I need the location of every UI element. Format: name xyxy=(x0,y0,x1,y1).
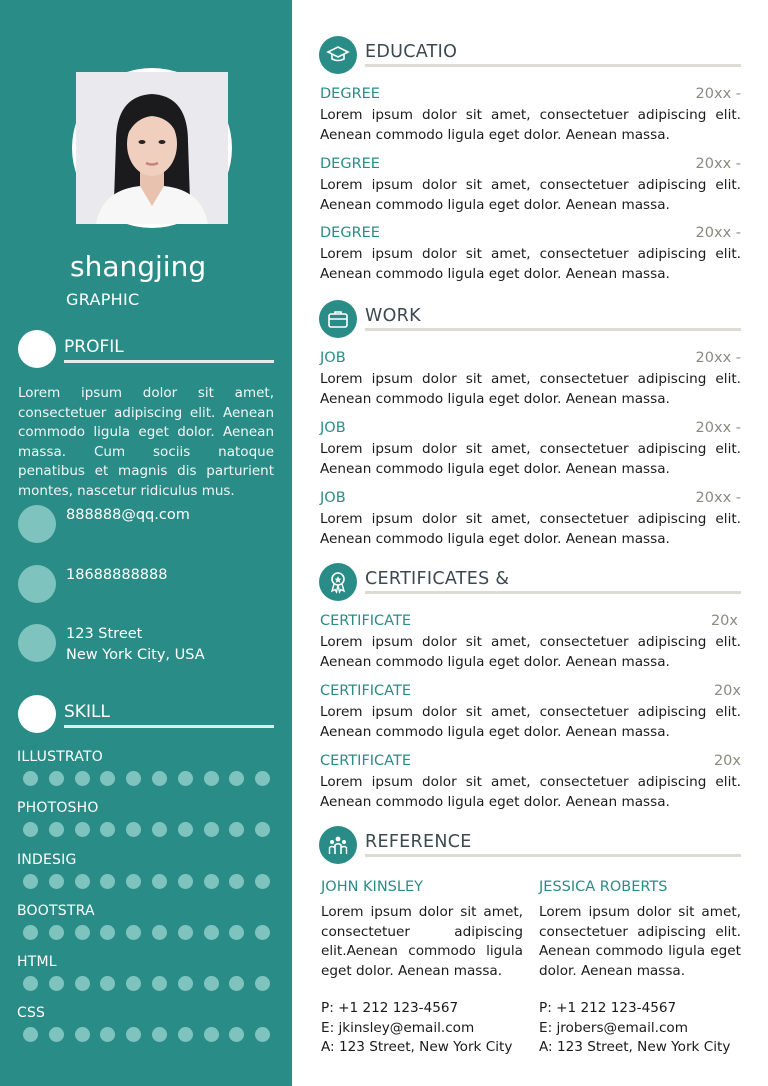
contact-email-text: 888888@qq.com xyxy=(66,507,190,523)
skill-dot xyxy=(100,976,115,991)
profile-heading xyxy=(18,330,274,368)
entry-label: CERTIFICATE xyxy=(320,613,411,629)
entry-label: CERTIFICATE xyxy=(320,753,411,769)
reference-email[interactable]: E: jrobers@email.com xyxy=(539,1019,688,1036)
skill-dot xyxy=(178,925,193,940)
certificate-entry xyxy=(320,753,741,812)
education-heading xyxy=(319,36,741,74)
reference-email[interactable]: E: jkinsley@email.com xyxy=(321,1019,475,1036)
skill-rating xyxy=(17,976,277,992)
entry-label: JOB xyxy=(320,420,346,436)
skill-dot xyxy=(49,925,64,940)
skill-dot xyxy=(204,822,219,837)
reference-address: A: 123 Street, New York City xyxy=(321,1039,513,1055)
reference-text: Lorem ipsum dolor sit amet, consectetuer adipiscing elit. Aenean commodo ligula eget dolor. Aenean massa. xyxy=(539,904,741,979)
entry-label: DEGREE xyxy=(320,225,380,241)
section-title: WORK xyxy=(365,306,421,326)
skill-rating xyxy=(17,771,277,787)
divider xyxy=(64,725,274,728)
profile-text: Lorem ipsum dolor sit amet, consectetuer adipiscing elit. Aenean commodo ligula eget dolor. Aenean massa. Cum sociis natoque penatibus et magnis dis parturient montes, nascetur ridiculus mus. xyxy=(18,385,274,499)
skill-item xyxy=(17,799,277,838)
skill-dot xyxy=(178,874,193,889)
contact-address-line1: 123 Street xyxy=(66,626,143,642)
skill-item xyxy=(17,748,277,787)
skill-dot xyxy=(23,771,38,786)
work-heading xyxy=(319,300,741,338)
entry-text: Lorem ipsum dolor sit amet, consectetuer adipiscing elit. Aenean commodo ligula eget dolor. Aenean massa. xyxy=(320,774,741,810)
skill-dot xyxy=(49,822,64,837)
work-entry xyxy=(320,490,741,549)
reference-address: A: 123 Street, New York City xyxy=(539,1039,731,1055)
skill-dot xyxy=(204,874,219,889)
work-entry xyxy=(320,350,741,409)
skill-name: ILLUSTRATO xyxy=(17,749,103,765)
skill-dot xyxy=(204,1027,219,1042)
divider xyxy=(365,328,741,331)
entry-date: 20xx - xyxy=(695,86,741,102)
reference-text: Lorem ipsum dolor sit amet, consectetuer adipiscing elit.Aenean commodo ligula eget dolor. Aenean massa. xyxy=(321,904,523,979)
skill-dot xyxy=(204,771,219,786)
person-role: GRAPHIC xyxy=(66,290,140,309)
entry-date: 20xx - xyxy=(695,350,741,366)
education-entry xyxy=(320,86,741,145)
skill-rating xyxy=(17,874,277,890)
skill-dot xyxy=(23,976,38,991)
skill-dot xyxy=(75,771,90,786)
skill-name: PHOTOSHO xyxy=(17,800,99,816)
skill-dot xyxy=(100,771,115,786)
skill-dot xyxy=(49,1027,64,1042)
profile-photo xyxy=(76,72,228,224)
skill-dot xyxy=(204,925,219,940)
skill-item xyxy=(17,902,277,941)
skill-item xyxy=(17,953,277,992)
entry-date: 20x xyxy=(713,683,741,699)
skill-dot xyxy=(152,925,167,940)
skill-dot xyxy=(75,874,90,889)
entry-text: Lorem ipsum dolor sit amet, consectetuer adipiscing elit. Aenean commodo ligula eget dolor. Aenean massa. xyxy=(320,246,741,282)
skill-dot xyxy=(178,822,193,837)
contact-address-line2: New York City, USA xyxy=(66,646,205,663)
work-entry xyxy=(320,420,741,479)
skill-dot xyxy=(204,976,219,991)
briefcase-icon xyxy=(319,300,357,338)
skill-name: INDESIG xyxy=(17,852,77,868)
skill-dot xyxy=(255,1027,270,1042)
skill-dot xyxy=(49,771,64,786)
skill-dot xyxy=(229,976,244,991)
skill-dot xyxy=(152,771,167,786)
profile-heading-label: PROFIL xyxy=(64,337,124,357)
reference-card xyxy=(539,877,741,1058)
entry-text: Lorem ipsum dolor sit amet, consectetuer adipiscing elit. Aenean commodo ligula eget dolor. Aenean massa. xyxy=(320,704,741,740)
education-entry xyxy=(320,225,741,284)
entry-text: Lorem ipsum dolor sit amet, consectetuer adipiscing elit. Aenean commodo ligula eget dolor. Aenean massa. xyxy=(320,634,741,670)
skill-rating xyxy=(17,822,277,838)
skill-name: HTML xyxy=(17,954,57,970)
skill-dot xyxy=(178,771,193,786)
skill-dot xyxy=(152,874,167,889)
reference-heading xyxy=(319,826,741,864)
skill-dot xyxy=(49,976,64,991)
entry-date: 20xx - xyxy=(695,490,741,506)
contact-phone-text: 18688888888 xyxy=(66,567,168,583)
skill-dot xyxy=(255,822,270,837)
people-icon xyxy=(319,826,357,864)
skill-dot xyxy=(126,822,141,837)
skill-dot xyxy=(178,976,193,991)
skill-heading xyxy=(18,695,274,733)
phone-icon xyxy=(18,565,56,603)
skill-dot xyxy=(229,925,244,940)
entry-text: Lorem ipsum dolor sit amet, consectetuer adipiscing elit. Aenean commodo ligula eget dolor. Aenean massa. xyxy=(320,441,741,477)
skill-dot xyxy=(23,822,38,837)
reference-name: JESSICA ROBERTS xyxy=(539,879,668,895)
skill-dot xyxy=(255,874,270,889)
email-icon xyxy=(18,505,56,543)
skill-dot xyxy=(75,976,90,991)
award-ribbon-icon xyxy=(319,563,357,601)
entry-label: CERTIFICATE xyxy=(320,683,411,699)
section-title: CERTIFICATES & xyxy=(365,569,510,589)
certificate-entry xyxy=(320,683,741,742)
skill-dot xyxy=(75,1027,90,1042)
entry-date: 20x xyxy=(713,753,741,769)
skill-dot xyxy=(49,874,64,889)
skill-dot xyxy=(75,925,90,940)
location-icon xyxy=(18,624,56,662)
sidebar xyxy=(0,0,292,1086)
skill-dot xyxy=(100,874,115,889)
divider xyxy=(365,64,741,67)
certificates-heading xyxy=(319,563,741,601)
skill-dot xyxy=(152,1027,167,1042)
skill-dot xyxy=(126,874,141,889)
entry-date: 20xx - xyxy=(695,225,741,241)
person-name: shangjing xyxy=(70,250,207,283)
skill-dot xyxy=(126,976,141,991)
avatar xyxy=(72,68,232,228)
reference-phone: P: +1 212 123-4567 xyxy=(539,1000,677,1016)
skill-dot xyxy=(255,925,270,940)
entry-text: Lorem ipsum dolor sit amet, consectetuer adipiscing elit. Aenean commodo ligula eget dolor. Aenean massa. xyxy=(320,177,741,213)
skill-dot xyxy=(126,771,141,786)
skill-dot xyxy=(229,822,244,837)
section-title: EDUCATIO xyxy=(365,42,458,62)
skill-rating xyxy=(17,925,277,941)
skill-dot xyxy=(100,925,115,940)
skill-rating xyxy=(17,1027,277,1043)
skill-name: BOOTSTRA xyxy=(17,903,95,919)
skill-name: CSS xyxy=(17,1005,46,1021)
skill-item xyxy=(17,851,277,890)
skill-dot xyxy=(126,1027,141,1042)
certificate-entry xyxy=(320,613,741,672)
divider xyxy=(365,591,741,594)
graduation-cap-icon xyxy=(319,36,357,74)
entry-date: 20x xyxy=(710,613,738,629)
skill-dot xyxy=(178,1027,193,1042)
entry-label: DEGREE xyxy=(320,156,380,172)
skill-dot xyxy=(229,1027,244,1042)
divider xyxy=(365,854,741,857)
skill-dot xyxy=(152,822,167,837)
entry-label: JOB xyxy=(320,350,346,366)
skill-dot xyxy=(255,771,270,786)
reference-card xyxy=(321,877,523,1058)
entry-date: 20xx - xyxy=(695,420,741,436)
skill-dot xyxy=(255,976,270,991)
entry-label: JOB xyxy=(320,490,346,506)
profile-dot xyxy=(18,330,56,368)
divider xyxy=(64,360,274,363)
skill-dot xyxy=(229,771,244,786)
skill-dot xyxy=(100,822,115,837)
entry-text: Lorem ipsum dolor sit amet, consectetuer adipiscing elit. Aenean commodo ligula eget dolor. Aenean massa. xyxy=(320,511,741,547)
entry-label: DEGREE xyxy=(320,86,380,102)
skill-dot xyxy=(23,874,38,889)
section-title: REFERENCE xyxy=(365,832,472,852)
skill-dot xyxy=(100,1027,115,1042)
skill-dot xyxy=(152,976,167,991)
skill-item xyxy=(17,1004,277,1043)
reference-name: JOHN KINSLEY xyxy=(321,879,423,895)
skill-dot xyxy=(23,1027,38,1042)
skill-dot xyxy=(18,695,56,733)
skill-dot xyxy=(126,925,141,940)
entry-text: Lorem ipsum dolor sit amet, consectetuer adipiscing elit. Aenean commodo ligula eget dolor. Aenean massa. xyxy=(320,371,741,407)
entry-date: 20xx - xyxy=(695,156,741,172)
entry-text: Lorem ipsum dolor sit amet, consectetuer adipiscing elit. Aenean commodo ligula eget dolor. Aenean massa. xyxy=(320,107,741,143)
skill-dot xyxy=(75,822,90,837)
skill-dot xyxy=(229,874,244,889)
skill-heading-label: SKILL xyxy=(64,702,110,722)
education-entry xyxy=(320,156,741,215)
skill-dot xyxy=(23,925,38,940)
reference-phone: P: +1 212 123-4567 xyxy=(321,1000,459,1016)
